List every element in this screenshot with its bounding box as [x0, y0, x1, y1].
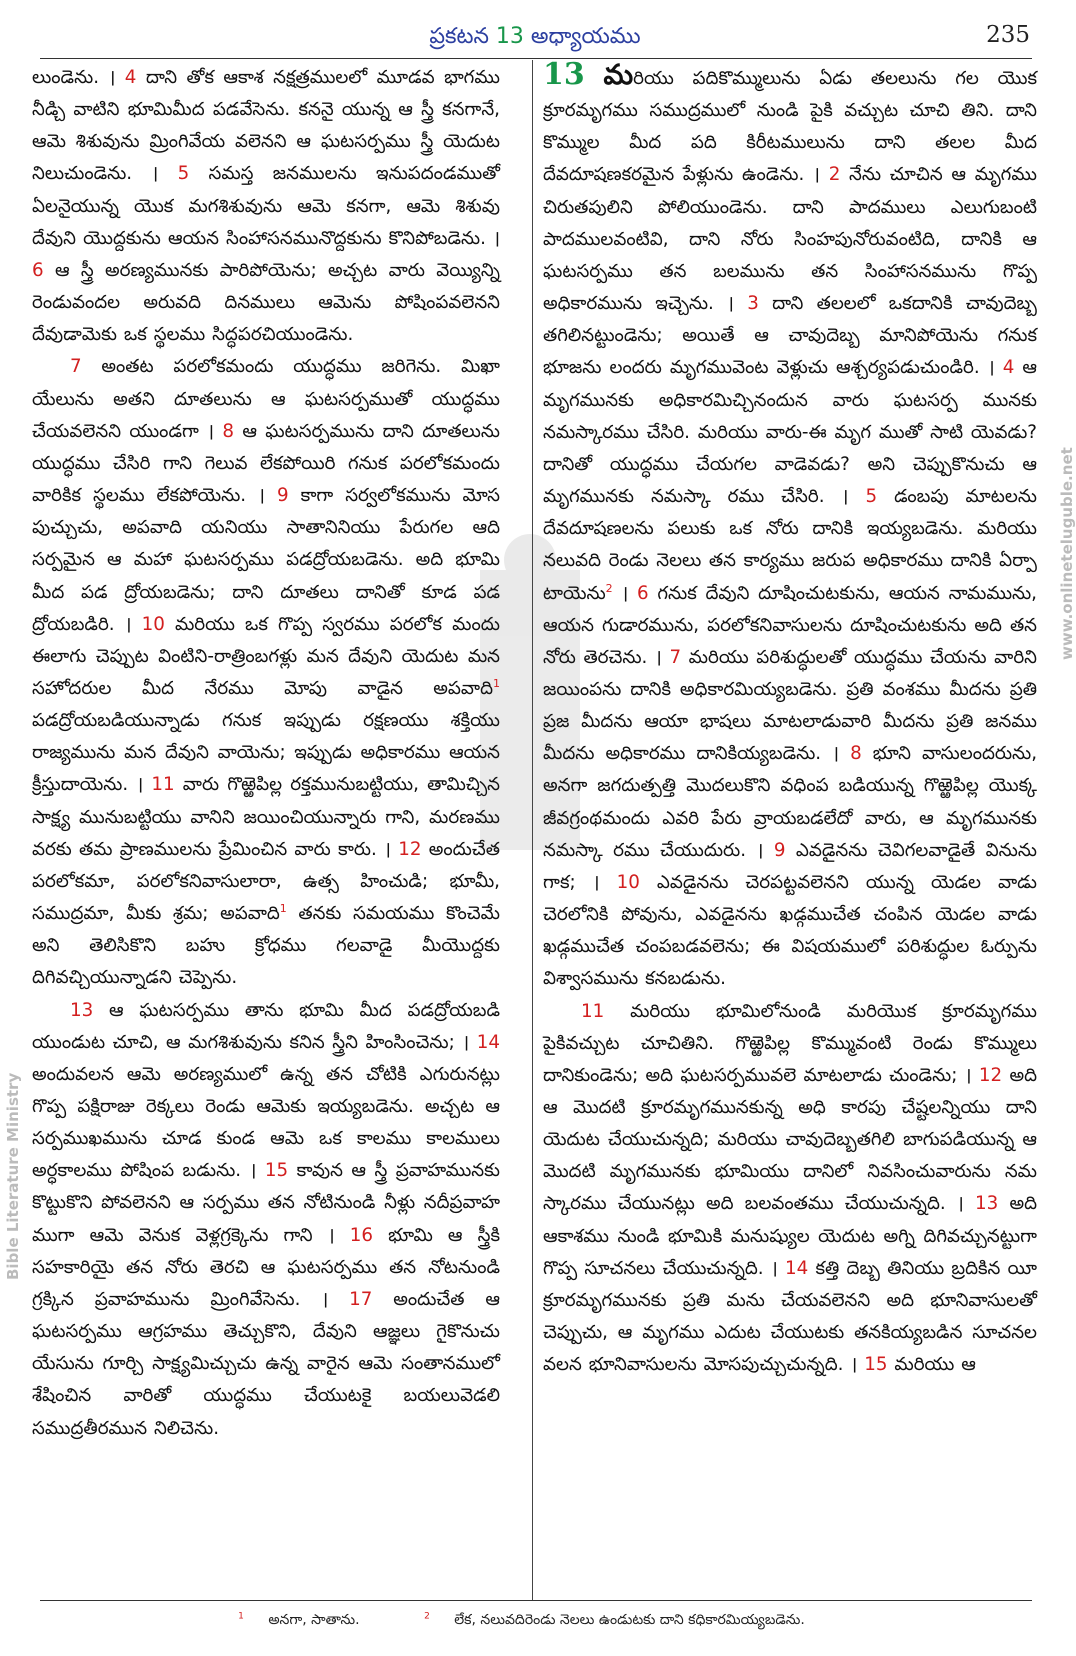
verse-text: అందుచేత పరలోకమా, పరలోకనివాసులారా, ఉత్స హించుడి; భూమీ, సముద్రమా, మీకు శ్రమ; అపవాది	[32, 838, 500, 925]
verse-text: డంబపు మాటలను దేవదూషణలను పలుకు ఒక నోరు దానికి ఇయ్యబడెను. మరియు నలువది రెండు నెలలు తన కార్యము జరుప అధికారము దానికి ఏర్పా టాయెను	[543, 486, 1037, 604]
verse-number: 6	[637, 582, 649, 604]
verse-number: 12	[398, 838, 422, 860]
verse-text: కత్తి దెబ్బ తినియు బ్రదికిన యీ క్రూరమృగమునకు ప్రతి మను చేయవలెనని అది భూనివాసులతో చెప్పుచు, ఆ మృగము ఎదుట చేయుటకు తనకియ్యబడిన సూచనల వలన భూనివాసులను మోసపుచ్చుచున్నది. ।	[543, 1257, 1037, 1376]
verse-text: మరియు ఆ	[887, 1354, 976, 1376]
verse-text: మరియు ఒక గొప్ప స్వరము పరలోక మందు ఈలాగు చెప్పుట వింటిని-రాత్రింబగళ్లు మన దేవుని యెదుట మన సహోదరుల మీద నేరము మోపు వాడైన అపవాది	[32, 613, 500, 699]
verse-number: 4	[124, 67, 137, 88]
verse-text: గనుక దేవుని దూషించుటకును, ఆయన నామమును, ఆయన గుడారమును, పరలోకనివాసులను దూషించుటకును అది తన నోరు తెరచెను. ।	[543, 582, 1037, 668]
verse-text: ఎవడైనను చెవిగలవాడైతే వినును గాక; ।	[543, 839, 1037, 893]
verse-number: 9	[773, 839, 786, 861]
verse-text: భూమి ఆ స్త్రీకి సహకారియై తన నోరు తెరచి ఆ ఘటసర్పము తన నోటనుండి గ్రక్కిన ప్రవాహమును మ్రింగివేసెను. ।	[32, 1224, 500, 1310]
verse-number: 9	[276, 485, 289, 507]
verse-text: భూని వాసులందరును, అనగా జగదుత్పత్తి మొదలుకొని వధింప బడియున్న గొఱ్ఱెపిల్ల యొక్క జీవగ్రంథమందు ఎవరి పేరు వ్రాయబడలేదో వారు, ఆ మృగమునకు నమస్కా రము చేయుదురు. ।	[543, 743, 1037, 861]
verse-number: 11	[581, 1000, 605, 1022]
verse-number: 8	[222, 420, 235, 442]
footnote-marker: 1	[279, 901, 287, 915]
verse-number: 10	[141, 613, 165, 635]
verse-text: తనకు సమయము కొంచెమే అని తెలిసికొని బహు క్రోధము గలవాడై మీయొద్దకు దిగివచ్చియున్నాడని చెప్పెను.	[32, 903, 500, 989]
header-rule	[40, 58, 1032, 59]
verse-number: 14	[785, 1257, 809, 1279]
verse-number: 13	[975, 1193, 999, 1215]
page-number: 235	[986, 22, 1030, 48]
verse-text: దాని తలలలో ఒకదానికి చావుదెబ్బ తగిలినట్టుండెను; అయితే ఆ చావుదెబ్బ మానిపోయెను గనుక భూజను లందరు మృగమువెంట వెళ్లుచు ఆశ్చర్యపడుచుండిరి. ।	[543, 293, 1038, 379]
paragraph	[32, 62, 500, 351]
verse-text: నేను చూచిన ఆ మృగము చిరుతపులిని పోలియుండెను. దాని పాదములు ఎలుగుబంటి పాదములవంటివి, దాని నోరు సింహపునోరువంటిది, దానికి ఆ ఘటసర్పము తన బలమును తన సింహాసనమును గొప్ప అధికారమును ఇచ్చెను. ।	[543, 164, 1037, 315]
verse-text: అది ఆకాశము నుండి భూమికి మనుష్యుల యెదుట అగ్ని దిగివచ్చునట్టుగా గొప్ప సూచనలు చేయుచున్నది. ।	[543, 1193, 1037, 1279]
verse-text: ఆ స్త్రీ అరణ్యమునకు పారిపోయెను; అచ్చట వారు వెయ్యిన్ని రెండువందల అరువది దినములు ఆమెను పోషింపవలెనని దేవుడామెకు ఒక స్థలము సిద్ధపరచియుండెను.	[32, 259, 500, 346]
verse-text: కావున ఆ స్త్రీ ప్రవాహమునకు కొట్టుకొని పోవలెనని ఆ సర్పము తన నోటినుండి నీళ్లు నదీప్రవాహ ముగా ఆమె వెనుక వెళ్లగ్రక్కెను గాని ।	[32, 1160, 500, 1246]
verse-number: 16	[349, 1224, 374, 1246]
verse-text: లుండెను. ।	[32, 67, 125, 88]
footnote-marker: 2	[605, 581, 613, 595]
verse-number: 3	[747, 293, 759, 315]
side-text-left: Bible Literature Ministry	[4, 1072, 22, 1280]
verse-number: 13	[70, 999, 94, 1021]
chapter-number-header: 13	[495, 24, 524, 49]
verse-text: అంతట పరలోకమందు యుద్ధము జరిగెను. మిఖా యేలును అతని దూతలును ఆ ఘటసర్పముతో యుద్ధము చేయవలెనని యుండగా ।	[32, 356, 500, 442]
paragraph	[543, 57, 1038, 996]
running-head	[40, 24, 1030, 54]
chapter-start-number: 13	[543, 57, 585, 92]
footnote: $^2$ లేక, నలువదిరెండు నెలలు ఉండుటకు దాని కధికారమియ్యబడెను.	[424, 1611, 805, 1628]
column-divider	[532, 60, 533, 1600]
footnote-rule	[40, 1600, 1032, 1601]
verse-number: 12	[978, 1064, 1003, 1086]
verse-text: ఆ ఘటసర్పమును దాని దూతలును యుద్ధము చేసిరి గాని గెలువ లేకపోయిరి గనుక పరలోకమందు వారికిక స్థలము లేకపోయెను. ।	[32, 420, 500, 507]
verse-text: ఆ మృగమునకు అధికారమిచ్చినందున వారు ఘటసర్ప మునకు నమస్కారము చేసిరి. మరియు వారు-ఈ మృగ ముతో సాటి యెవడు? దానితో యుద్ధము చేయగల వాడెవడు? అని చెప్పుకొనుచు ఆ మృగమునకు నమస్కా రము చేసిరి. ।	[543, 357, 1037, 508]
verse-number: 5	[177, 163, 190, 185]
right-column	[543, 57, 1038, 1597]
paragraph	[543, 996, 1037, 1382]
verse-text: అందువలన ఆమె అరణ్యములో ఉన్న తన చోటికి ఎగురునట్లు గొప్ప పక్షిరాజు రెక్కలు రెండు ఆమెకు ఇయ్యబడెను. అచ్చట ఆ సర్పముఖమును చూడ కుండ ఆమె ఒక కాలము కాలములు అర్ధకాలము పోషింప బడును. ।	[32, 1063, 500, 1182]
verse-number: 17	[349, 1288, 373, 1310]
verse-number: 7	[669, 646, 682, 668]
footnote: $^1$ అనగా, సాతాను.	[238, 1611, 360, 1628]
verse-text: అది ఆ మొదటి క్రూరమృగమునకున్న అధి కారపు చేష్టలన్నియు దాని యెదుట చేయుచున్నది; మరియు చావుదెబ్బతగిలి బాగుపడియున్న ఆ మొదటి మృగమునకు భూమియు దానిలో నివసించువారును నమ స్కారము చేయునట్లు అది బలవంతము చేయుచున్నది. ।	[543, 1064, 1037, 1215]
verse-number: 7	[70, 356, 82, 378]
verse-number: 10	[616, 871, 640, 893]
paragraph	[32, 995, 500, 1445]
verse-text: వారు గొఱ్ఱెపిల్ల రక్తమునుబట్టియు, తామిచ్చిన సాక్ష్య మునుబట్టియు వానిని జయించియున్నారు గాని, మరణము వరకు తమ ప్రాణములను ప్రేమించిన వారు కారు. ।	[32, 774, 500, 860]
verse-number: 6	[32, 259, 44, 281]
verse-text: రియు పదికొమ్ములును ఏడు తలలును గల యొక క్రూరమృగము సముద్రములో నుండి పైకి వచ్చుట చూచి తిని. దాని కొమ్ముల మీద పది కిరీటములును దాని తలల మీద దేవదూషణకరమైన పేళ్లును ఉండెను. ।	[543, 68, 1037, 186]
footnotes	[0, 1612, 1063, 1631]
side-text-right: www.onlineteluguble.net	[1058, 447, 1076, 660]
paragraph	[32, 351, 500, 994]
verse-number: 2	[828, 164, 841, 186]
verse-text: కాగా సర్వలోకమును మోస పుచ్చుచు, అపవాది యనియు సాతానినియు పేరుగల ఆది సర్పమైన ఆ మహా ఘటసర్పము పడద్రోయబడెను. అది భూమి మీద పడ ద్రోయబడెను; దాని దూతలు దానితో కూడ పడ ద్రోయబడిరి. ।	[32, 485, 500, 635]
verse-number: 15	[864, 1354, 888, 1376]
verse-text: ఆ ఘటసర్పము తాను భూమి మీద పడద్రోయబడి యుండుట చూచి, ఆ మగశిశువును కనిన స్త్రీని హింసించెను; ।	[32, 999, 500, 1053]
verse-number: 15	[264, 1160, 289, 1182]
verse-number: 5	[865, 486, 878, 508]
verse-text: ।	[612, 582, 638, 604]
book-title: ప్రకటన	[429, 24, 489, 49]
verse-number: 14	[476, 1031, 500, 1053]
verse-text: మరియు పరిశుద్ధులతో యుద్ధము చేయను వారిని జయింపను దానికి అధికారమియ్యబడెను. ప్రతి వంశము మీదను ప్రతి ప్రజ మీదను ఆయా భాషలు మాటలాడువారి మీదను ప్రతి జనము మీదను అధికారము దానికియ్యబడెను. ।	[543, 646, 1037, 765]
verse-text: అందుచేత ఆ ఘటసర్పము ఆగ్రహము తెచ్చుకొని, దేవుని ఆజ్ఞలు గైకొనుచు యేసును గూర్చి సాక్ష్యమిచ్చుచు ఉన్న వారైన ఆమె సంతానములో శేషించిన వారితో యుద్ధము చేయుటకై బయలువెడలి సముద్రతీరమున నిలిచెను.	[32, 1288, 501, 1439]
verse-text: ఎవడైనను చెరపట్టవలెనని యున్న యెడల వాడు చెరలోనికి పోవును, ఎవడైనను ఖడ్గముచేత చంపిన యెడల వాడు ఖడ్గముచేత చంపబడవలెను; ఈ విషయములో పరిశుద్ధుల ఓర్పును విశ్వాసమును కనబడును.	[543, 871, 1037, 990]
verse-number: 11	[151, 774, 175, 796]
chapter-word: అధ్యాయము	[530, 24, 641, 49]
verse-text: పడద్రోయబడియున్నాడు గనుక ఇప్పుడు రక్షణయు శక్తియు రాజ్యమును మన దేవుని వాయెను; ఇప్పుడు అధికారము ఆయన క్రీస్తుదాయెను. ।	[32, 710, 500, 796]
drop-letter: మ	[603, 58, 634, 91]
page-header	[40, 22, 1030, 54]
verse-text: మరియు భూమిలోనుండి మరియొక క్రూరమృగము పైకివచ్చుట చూచితిని. గొఱ్ఱెపిల్ల కొమ్మువంటి రెండు కొమ్ములు దానికుండెను; అది ఘటసర్పమువలె మాటలాడు చుండెను; ।	[543, 1000, 1037, 1086]
footnote-marker: 1	[493, 676, 500, 690]
left-column	[32, 62, 500, 1597]
verse-number: 8	[850, 743, 862, 765]
verse-text: సమస్త జనములను ఇనుపదండముతో ఏలనైయున్న యొక మగశిశువును ఆమె కనగా, ఆమె శిశువు దేవుని యొద్దకును ఆయన సింహాసనమునొద్దకును కొనిపోబడెను. ।	[32, 163, 500, 249]
verse-text: దాని తోక ఆకాశ నక్షత్రములలో మూడవ భాగము నీడ్చి వాటిని భూమిమీద పడవేసెను. కననై యున్న ఆ స్త్రీ కనగానే, ఆమె శిశువును మ్రింగివేయ వలెనని ఆ ఘటసర్పము స్త్రీ యెదుట నిలుచుండెను. ।	[32, 67, 500, 185]
verse-number: 4	[1002, 357, 1015, 379]
